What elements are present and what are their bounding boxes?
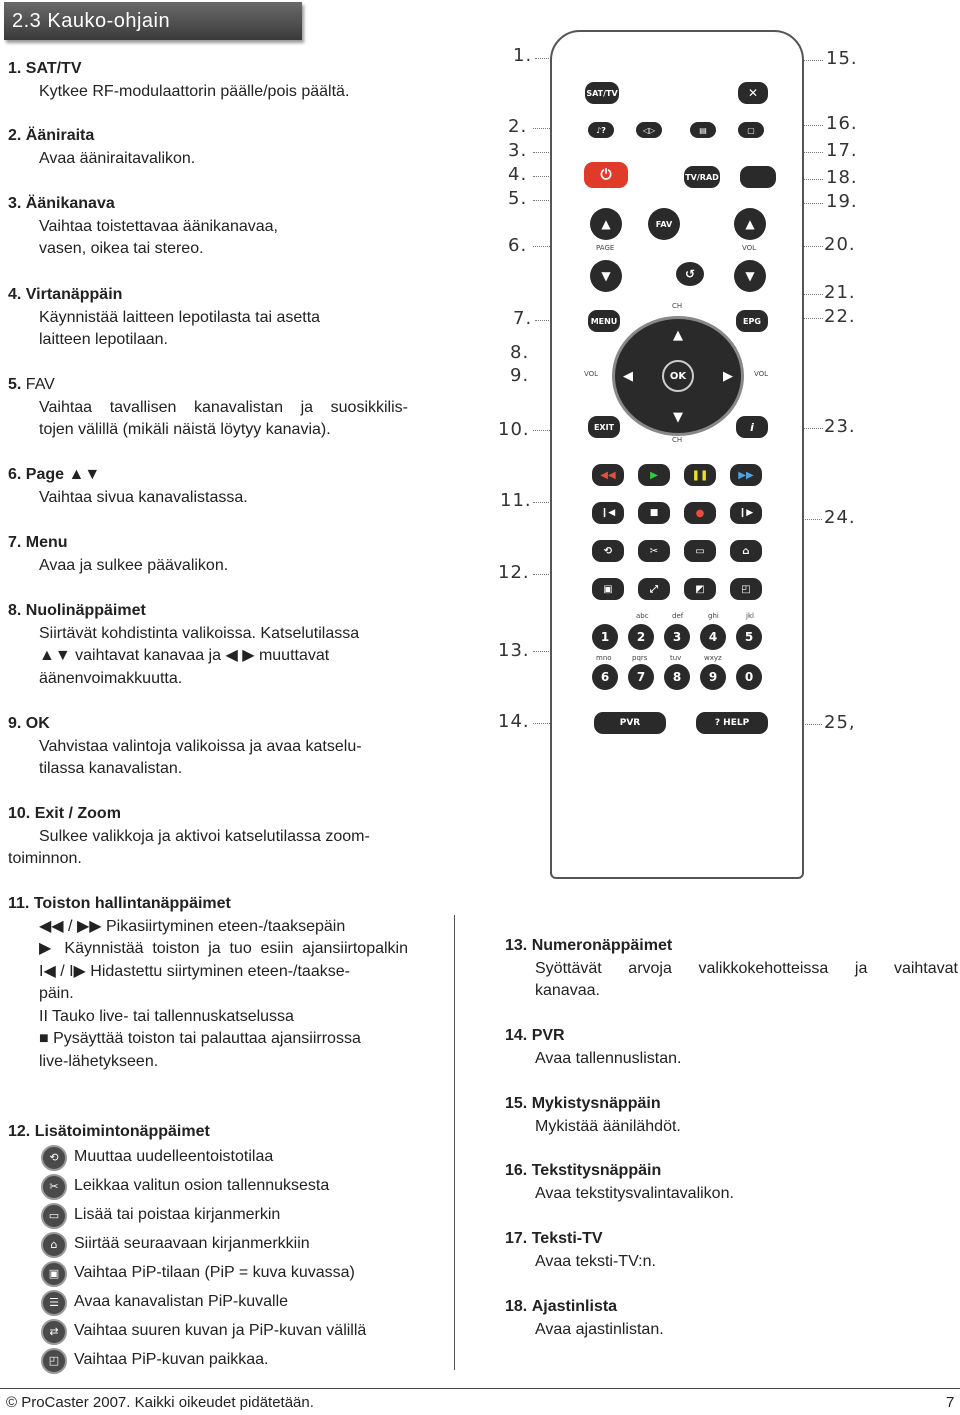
section-header: 2.3 Kauko-ohjain [4, 2, 302, 40]
item-6: 6. Page ▲▼ Vaihtaa sivua kanavalistassa. [8, 466, 248, 506]
callout-number: 3. [508, 140, 528, 161]
key-letters: pqrs [632, 654, 648, 662]
item-11: 11. Toiston hallintanäppäimet ◀◀ / ▶▶ Pikasiirtyminen eteen-/taaksepäin ▶ Käynnistää toiston ja tuo esiin ajansiirtopalkin I◀ / I▶ Hidastettu siirtyminen eteen-/taakse- päin. II Tauko live- tai tallennuskatselussa ■ Pysäyttää toiston tai palauttaa ajansiirrossa live-lähetykseen. [8, 895, 408, 1070]
pip-list-icon: ☰ [41, 1290, 67, 1316]
power-button[interactable] [584, 162, 628, 188]
help-button[interactable]: ? HELP [696, 712, 768, 734]
digit-9-button[interactable]: 9 [700, 664, 726, 690]
column-divider [454, 915, 455, 1370]
digit-5-button[interactable]: 5 [736, 624, 762, 650]
digit-4-button[interactable]: 4 [700, 624, 726, 650]
fast-forward-icon: ▶▶ [738, 469, 754, 481]
page-number: 7 [946, 1394, 955, 1411]
callout-number: 25, [824, 712, 856, 733]
next-bookmark-icon: ⌂ [41, 1232, 67, 1258]
item-5: 5. FAV Vaihtaa tavallisen kanavalistan ja suosikkilis- tojen välillä (mikäli näistä löytyy kanavia). [8, 376, 408, 438]
fast-forward-button[interactable] [730, 464, 762, 486]
next-bookmark-icon: ⌂ [742, 545, 750, 557]
pip-position-icon: ◰ [41, 1348, 67, 1374]
arrow-down-button[interactable] [668, 408, 688, 426]
vol-label-left: VOL [584, 370, 599, 378]
page-down-button[interactable] [590, 260, 622, 292]
callout-number: 6. [508, 235, 528, 256]
item-8: 8. Nuolinäppäimet Siirtävät kohdistinta valikoissa. Katselutilassa ▲▼ vaihtavat kanavaa ja ◀ ▶ muuttavat äänenvoimakkuutta. [8, 602, 360, 687]
digit-0-button[interactable]: 0 [736, 664, 762, 690]
arrow-up-button[interactable] [668, 326, 688, 344]
timer-list-button[interactable] [740, 166, 776, 188]
digit-1-button[interactable]: 1 [592, 624, 618, 650]
vol-label: VOL [742, 244, 757, 252]
triangle-down-icon: ▼ [745, 269, 755, 283]
pause-icon: ❚❚ [691, 469, 709, 481]
callout-number: 12. [498, 562, 530, 583]
triangle-down-icon: ▼ [601, 269, 611, 283]
record-icon: ● [695, 507, 705, 519]
power-icon: ⏻ [600, 167, 612, 183]
book-icon: ▭ [695, 545, 705, 557]
callout-number: 2. [508, 116, 528, 137]
repeat-icon: ⟲ [41, 1145, 67, 1171]
item-15: 15. Mykistysnäppäin Mykistää äänilähdöt. [505, 1095, 681, 1135]
arrow-left-button[interactable] [618, 366, 638, 386]
cut-button[interactable] [638, 540, 670, 562]
item-9: 9. OK Vahvistaa valintoja valikoissa ja avaa katselu- tilassa kanavalistan. [8, 715, 362, 777]
rewind-button[interactable] [592, 464, 624, 486]
repeat-icon: ⟲ [603, 545, 613, 557]
stereo-icon: ◁▷ [642, 125, 656, 135]
item-18: 18. Ajastinlista Avaa ajastinlistan. [505, 1298, 664, 1338]
pip-swap-button[interactable] [684, 578, 716, 600]
ch-label: CH [672, 302, 683, 310]
copyright-text: © ProCaster 2007. Kaikki oikeudet pidätetään. [6, 1394, 314, 1411]
callout-number: 10. [498, 419, 530, 440]
footer-rule [0, 1388, 960, 1389]
vol-label-right: VOL [754, 370, 769, 378]
key-letters: ghi [708, 612, 719, 620]
item-12: 12. Lisätoimintonäppäimet ⟲ Muuttaa uudelleentoistotilaa ✂ Leikkaa valitun osion tallennuksesta ▭ Lisää tai poistaa kirjanmerkin ⌂ Siirtää seuraavaan kirjanmerkkiin ▣ Vaihtaa PiP-tilaan (PiP = kuva kuvassa) ☰ Avaa kanavalistan PiP-kuvalle ⇄ Vaihtaa suuren kuvan ja PiP-kuvan välillä ◰ Vaihtaa PiP-kuvan paikkaa. [8, 1121, 428, 1381]
item-10: 10. Exit / Zoom Sulkee valikkoja ja aktivoi katselutilassa zoom- toiminnon. [8, 805, 370, 867]
scissors-icon: ✂ [649, 545, 659, 557]
callout-number: 21. [824, 282, 856, 303]
sattv-button[interactable]: SAT/TV [585, 82, 619, 104]
key-letters: mno [596, 654, 612, 662]
callout-number: 1. [513, 45, 533, 66]
recall-button[interactable] [676, 262, 704, 286]
callout-number: 17. [826, 140, 858, 161]
page-up-button[interactable] [590, 208, 622, 240]
mute-icon: ✕ [747, 86, 759, 100]
pip-list-button[interactable] [638, 578, 670, 600]
key-letters: abc [636, 612, 649, 620]
stop-icon: ■ [649, 508, 659, 518]
vol-up-button[interactable] [734, 208, 766, 240]
key-letters: jkl [746, 612, 754, 620]
callout-number: 8. [510, 342, 530, 363]
info-button[interactable]: i [736, 416, 768, 438]
triangle-left-icon: ◀ [623, 368, 633, 384]
exit-button[interactable]: EXIT [588, 416, 620, 438]
callout-number: 14. [498, 711, 530, 732]
triangle-right-icon: ▶ [723, 368, 733, 384]
subtitle-icon: ▤ [699, 125, 707, 135]
item-3: 3. Äänikanava Vaihtaa toistettavaa äänikanavaa, vasen, oikea tai stereo. [8, 195, 278, 257]
callout-number: 18. [826, 167, 858, 188]
vol-down-button[interactable] [734, 260, 766, 292]
bookmark-book-icon: ▭ [41, 1203, 67, 1229]
pip-position-button[interactable] [730, 578, 762, 600]
item-1: 1. SAT/TV Kytkee RF-modulaattorin päälle/pois päältä. [8, 60, 350, 100]
mute-button[interactable] [738, 82, 768, 104]
item-4: 4. Virtanäppäin Käynnistää laitteen lepotilasta tai asetta laitteen lepotilaan. [8, 286, 321, 348]
recall-icon: ↺ [684, 267, 696, 281]
fav-button[interactable]: FAV [648, 208, 680, 240]
digit-3-button[interactable]: 3 [664, 624, 690, 650]
callout-number: 19. [826, 191, 858, 212]
callout-number: 11. [500, 490, 532, 511]
item-17: 17. Teksti-TV Avaa teksti-TV:n. [505, 1230, 656, 1270]
scissors-icon: ✂ [41, 1174, 67, 1200]
pip-icon: ▣ [41, 1261, 67, 1287]
callout-number: 23. [824, 416, 856, 437]
pip-swap-icon: ◩ [695, 583, 705, 595]
triangle-up-icon: ▲ [745, 217, 755, 231]
digit-6-button[interactable]: 6 [592, 664, 618, 690]
subtitle-button[interactable] [690, 122, 716, 138]
callout-number: 20. [824, 234, 856, 255]
audio-track-button[interactable] [588, 122, 614, 138]
triangle-up-icon: ▲ [673, 327, 683, 343]
epg-button[interactable]: EPG [736, 310, 768, 332]
digit-2-button[interactable]: 2 [628, 624, 654, 650]
remote-control-body [550, 30, 804, 879]
rewind-icon: ◀◀ [600, 469, 616, 481]
callout-number: 15. [826, 48, 858, 69]
item-14: 14. PVR Avaa tallennuslistan. [505, 1027, 682, 1067]
repeat-button[interactable] [592, 540, 624, 562]
callout-number: 7. [513, 308, 533, 329]
item-13: 13. Numeronäppäimet Syöttävät arvoja valikkokehotteissa ja vaihtavat kanavaa. [505, 937, 958, 999]
ch-label-bottom: CH [672, 436, 683, 444]
callout-number: 16. [826, 113, 858, 134]
item-16: 16. Tekstitysnäppäin Avaa tekstitysvalintavalikon. [505, 1162, 734, 1202]
digit-7-button[interactable]: 7 [628, 664, 654, 690]
page-label: PAGE [596, 244, 615, 252]
pvr-button[interactable]: PVR [594, 712, 666, 734]
item-7: 7. Menu Avaa ja sulkee päävalikon. [8, 534, 229, 574]
callout-number: 4. [508, 164, 528, 185]
play-button[interactable] [638, 464, 670, 486]
callout-number: 13. [498, 640, 530, 661]
pip-swap-icon: ⇄ [41, 1319, 67, 1345]
slow-back-button[interactable] [592, 502, 624, 524]
key-letters: tuv [670, 654, 682, 662]
triangle-down-icon: ▼ [673, 409, 683, 425]
audio-channel-button[interactable] [636, 122, 662, 138]
item-2: 2. Ääniraita Avaa ääniraitavalikon. [8, 127, 196, 167]
triangle-up-icon: ▲ [601, 217, 611, 231]
tvrad-button[interactable]: TV/RAD [684, 166, 720, 188]
ok-button[interactable]: OK [662, 360, 694, 392]
pip-position-icon: ◰ [741, 583, 751, 595]
slow-forward-button[interactable] [730, 502, 762, 524]
callout-number: 24. [824, 507, 856, 528]
callout-number: 5. [508, 188, 528, 209]
pip-list-icon: ⤢ [650, 583, 658, 595]
pause-button[interactable] [684, 464, 716, 486]
key-letters: wxyz [704, 654, 722, 662]
next-bookmark-button[interactable] [730, 540, 762, 562]
stop-button[interactable] [638, 502, 670, 524]
arrow-right-button[interactable] [718, 366, 738, 386]
slow-back-icon: ❙◀ [600, 508, 616, 518]
pip-icon: ▣ [603, 583, 613, 595]
callout-number: 22. [824, 306, 856, 327]
speaker-question-icon: ♪? [596, 125, 606, 135]
menu-button[interactable]: MENU [588, 310, 620, 332]
record-button[interactable] [684, 502, 716, 524]
item-title: SAT/TV [25, 60, 82, 77]
slow-forward-icon: ❙▶ [738, 508, 754, 518]
bookmark-button[interactable] [684, 540, 716, 562]
teletext-button[interactable] [738, 122, 764, 138]
callout-number: 9. [510, 365, 530, 386]
pip-button[interactable] [592, 578, 624, 600]
digit-8-button[interactable]: 8 [664, 664, 690, 690]
key-letters: def [672, 612, 684, 620]
teletext-icon: ▢ [747, 125, 755, 135]
play-icon: ▶ [650, 469, 658, 481]
